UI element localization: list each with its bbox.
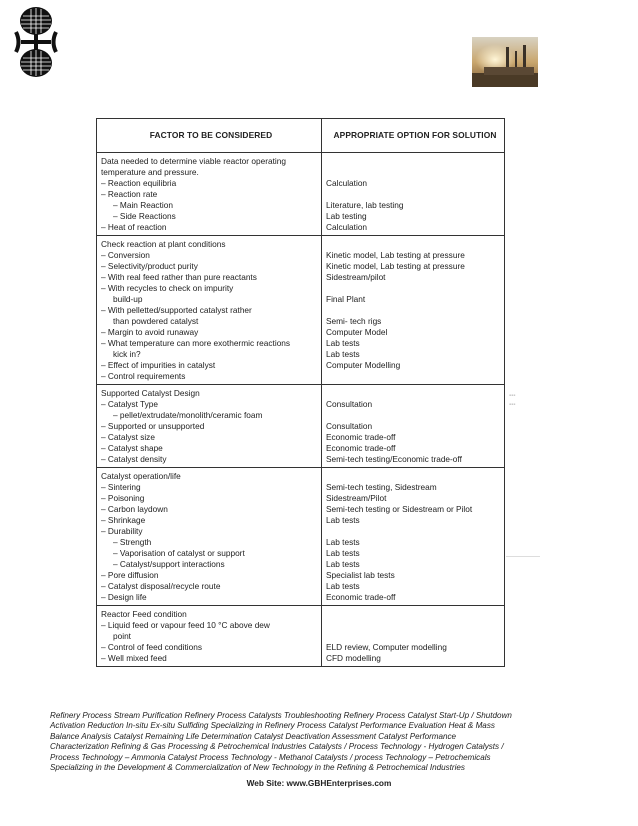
option-line: Lab tests [326,515,360,525]
factor-cell [97,153,322,235]
option-line: Lab testing [326,211,367,221]
factor-line: – Catalyst Type [101,399,159,409]
faint-margin-mark: ▪▪▪ [509,393,516,399]
factor-line: – Selectivity/product purity [101,261,198,271]
option-line: ELD review, Computer modelling [326,642,447,652]
footer-line: Process Technology – Ammonia Catalyst Process Technology - Methanol Catalysts / process Technology – Petrochemicals [50,752,491,762]
footer-line: Balance Analysis Catalyst Remaining Life Determination Catalyst Deactivation Assessment Catalyst Performance [50,731,457,741]
factor-line: – Poisoning [101,493,145,503]
header-factor: FACTOR TO BE CONSIDERED [97,119,322,152]
factor-line: – Control of feed conditions [101,642,203,652]
factor-line: build-up [113,294,143,304]
refinery-photo [472,37,538,87]
factor-cell [97,606,322,666]
option-cell [322,385,504,467]
option-line: CFD modelling [326,653,381,663]
factor-line: – Sintering [101,482,141,492]
option-line: Lab tests [326,338,360,348]
option-line [326,239,502,250]
option-line: Semi-tech testing or Sidestream or Pilot [326,504,473,514]
option-line [326,388,502,399]
faint-divider [506,556,540,557]
factor-line: Catalyst operation/life [101,471,181,481]
factor-line: than powdered catalyst [113,316,199,326]
factor-line: – Margin to avoid runaway [101,327,199,337]
option-line [326,156,502,167]
option-line: Lab tests [326,349,360,359]
factor-line: – Vaporisation of catalyst or support [113,548,245,558]
footer-line: Characterization Refining & Gas Processing & Petrochemical Industries Catalysts / Process Technology - Hydrogen Catalysts / [50,742,504,752]
services-footer [50,711,590,773]
table-section [97,236,504,385]
factor-line: – Liquid feed or vapour feed 10 °C above dew [101,620,270,630]
option-line: Calculation [326,222,368,232]
option-line [326,620,502,631]
option-line [326,410,502,421]
option-line [326,471,502,482]
option-line [326,609,502,620]
factor-line: – With recycles to check on impurity [101,283,234,293]
factor-line: – Control requirements [101,371,186,381]
factor-line: Supported Catalyst Design [101,388,200,398]
option-line: Economic trade-off [326,592,396,602]
factor-line: – Conversion [101,250,150,260]
option-line: Semi- tech rigs [326,316,382,326]
factor-line: – Catalyst density [101,454,167,464]
factor-line: – Reaction equilibria [101,178,177,188]
factor-line: – Strength [113,537,152,547]
option-line: Kinetic model, Lab testing at pressure [326,250,465,260]
option-line: Literature, lab testing [326,200,404,210]
factor-line: – Catalyst disposal/recycle route [101,581,221,591]
factor-line: – Side Reactions [113,211,176,221]
option-line [326,167,502,178]
factor-line: – Pore diffusion [101,570,159,580]
option-line: Lab tests [326,559,360,569]
option-line [326,631,502,642]
option-line: Final Plant [326,294,366,304]
factor-cell [97,468,322,605]
option-line: Lab tests [326,537,360,547]
option-line: Semi-tech testing/Economic trade-off [326,454,462,464]
factor-line: – Catalyst shape [101,443,163,453]
option-line: Computer Modelling [326,360,401,370]
option-line: Consultation [326,421,373,431]
factor-line: Check reaction at plant conditions [101,239,226,249]
option-cell [322,236,504,384]
option-line: Sidestream/pilot [326,272,386,282]
option-line [326,283,502,294]
factor-line: – Catalyst/support interactions [113,559,225,569]
factor-line: – Carbon laydown [101,504,168,514]
option-cell [322,468,504,605]
factor-line: – Effect of impurities in catalyst [101,360,216,370]
factor-line: – Durability [101,526,143,536]
footer-line: Activation Reduction In-situ Ex-situ Sulfiding Specializing in Refinery Process Catalyst Performance Evaluation Heat & Mass [50,721,495,731]
option-line [326,305,502,316]
factor-line: – What temperature can more exothermic reactions [101,338,291,348]
option-line: Semi-tech testing, Sidestream [326,482,437,492]
table-section [97,468,504,606]
option-line [326,526,502,537]
table-body [97,153,504,666]
company-logo [13,6,59,78]
factor-line: temperature and pressure. [101,167,199,177]
option-line: Kinetic model, Lab testing at pressure [326,261,465,271]
option-line: Consultation [326,399,373,409]
table-header [97,119,504,153]
option-line: Economic trade-off [326,432,396,442]
factor-line: – Catalyst size [101,432,155,442]
table-section [97,385,504,468]
option-line: Lab tests [326,548,360,558]
catalyst-factors-table [96,118,505,667]
factor-line: – Heat of reaction [101,222,167,232]
table-section [97,606,504,666]
factor-cell [97,385,322,467]
header-option: APPROPRIATE OPTION FOR SOLUTION [333,130,497,140]
option-line [326,371,502,382]
factor-line: – With real feed rather than pure reactants [101,272,257,282]
factor-line: – Reaction rate [101,189,158,199]
table-section [97,153,504,236]
option-cell [322,153,504,235]
option-line: Computer Model [326,327,388,337]
factor-line: – Shrinkage [101,515,146,525]
option-line: Calculation [326,178,368,188]
factor-line: point [113,631,131,641]
faint-margin-mark: ▪▪▪ [509,402,516,408]
footer-line: Specializing in the Development & Commercialization of New Technology in the Refining & Petrochemical Industries [50,763,465,773]
option-line: Economic trade-off [326,443,396,453]
option-line [326,189,502,200]
factor-line: – pellet/extrudate/monolith/ceramic foam [113,410,263,420]
footer-line: Refinery Process Stream Purification Refinery Process Catalysts Troubleshooting Refinery Process Catalyst Start-Up / Shutdown [50,711,512,720]
option-line: Specialist lab tests [326,570,395,580]
factor-line: – Well mixed feed [101,653,167,663]
option-line: Sidestream/Pilot [326,493,387,503]
website-link[interactable]: Web Site: www.GBHEnterprises.com [246,778,392,788]
factor-line: – Main Reaction [113,200,173,210]
factor-line: – Supported or unsupported [101,421,205,431]
factor-line: Reactor Feed condition [101,609,187,619]
factor-line: – Design life [101,592,147,602]
factor-line: kick in? [113,349,141,359]
option-line: Lab tests [326,581,360,591]
factor-line: Data needed to determine viable reactor operating [101,156,286,166]
factor-line: – With pelletted/supported catalyst rather [101,305,252,315]
factor-cell [97,236,322,384]
option-cell [322,606,504,666]
